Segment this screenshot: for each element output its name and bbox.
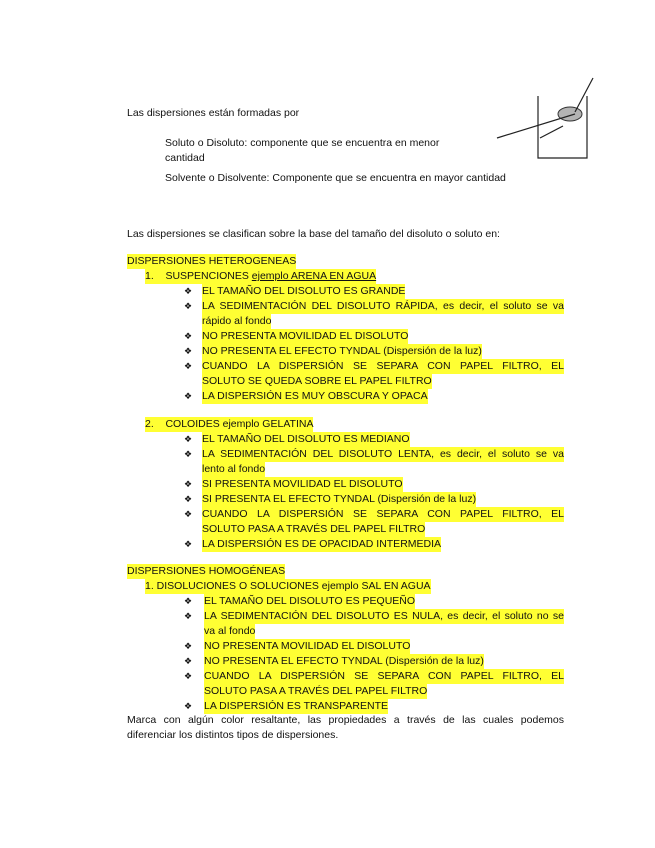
- bullet-icon: ❖: [184, 701, 193, 711]
- suspenciones-label: SUSPENCIONES: [165, 270, 252, 282]
- bullet-icon: ❖: [184, 391, 193, 401]
- bullet-icon: ❖: [184, 509, 193, 519]
- list-item-cont: SOLUTO PASA A TRAVÉS DEL PAPEL FILTRO: [204, 685, 428, 697]
- list-item: LA DISPERSIÓN ES TRANSPARENTE: [204, 700, 388, 712]
- bullet-icon: ❖: [184, 479, 193, 489]
- list-item-cont: SOLUTO PASA A TRAVÉS DEL PAPEL FILTRO: [202, 523, 426, 535]
- list-item: NO PRESENTA MOVILIDAD EL DISOLUTO: [204, 640, 411, 652]
- bullet-icon: ❖: [184, 346, 193, 356]
- bullet-icon: ❖: [184, 671, 193, 681]
- bullet-icon: ❖: [184, 286, 193, 296]
- bullet-icon: ❖: [184, 361, 193, 371]
- beaker-outline: [538, 96, 587, 158]
- list-item: EL TAMAÑO DEL DISOLUTO ES PEQUEÑO: [204, 595, 416, 607]
- solute-particle: [558, 107, 582, 121]
- classify-line: Las dispersiones se clasifican sobre la base del tamaño del disoluto o soluto en:: [127, 228, 500, 240]
- list-number: 1.: [145, 270, 154, 282]
- pointer-line-2: [540, 126, 563, 138]
- list-item: CUANDO LA DISPERSIÓN SE SEPARA CON PAPEL FILTRO, EL: [204, 670, 564, 682]
- bullet-icon: ❖: [184, 596, 193, 606]
- bullet-icon: ❖: [184, 494, 193, 504]
- list-item: LA DISPERSIÓN ES MUY OBSCURA Y OPACA: [202, 390, 428, 402]
- heading-homogeneas: DISPERSIONES HOMOGÉNEAS: [127, 565, 286, 577]
- bullet-icon: ❖: [184, 449, 193, 459]
- list-number: 2.: [145, 418, 154, 430]
- pointer-line-3: [575, 78, 593, 112]
- solvente-definition: Solvente o Disolvente: Componente que se encuentra en mayor cantidad: [165, 172, 506, 184]
- heading-heterogeneas: DISPERSIONES HETEROGENEAS: [127, 255, 297, 267]
- list-item: EL TAMAÑO DEL DISOLUTO ES GRANDE: [202, 285, 406, 297]
- bullet-icon: ❖: [184, 539, 193, 549]
- list-item: LA DISPERSIÓN ES DE OPACIDAD INTERMEDIA: [202, 538, 442, 550]
- list-item: SI PRESENTA EL EFECTO TYNDAL (Dispersión de la luz): [202, 493, 477, 505]
- closing-line-1: Marca con algún color resaltante, las propiedades a través de las cuales podemos: [127, 714, 564, 726]
- list-item: EL TAMAÑO DEL DISOLUTO ES MEDIANO: [202, 433, 410, 445]
- bullet-icon: ❖: [184, 656, 193, 666]
- bullet-icon: ❖: [184, 301, 193, 311]
- list-item-cont: va al fondo: [204, 625, 256, 637]
- bullet-icon: ❖: [184, 434, 193, 444]
- bullet-icon: ❖: [184, 641, 193, 651]
- suspenciones-title: [145, 269, 376, 284]
- list-item: LA SEDIMENTACIÓN DEL DISOLUTO LENTA, es decir, el soluto se va: [202, 448, 564, 460]
- list-item: LA SEDIMENTACIÓN DEL DISOLUTO RÁPIDA, es decir, el soluto se va: [202, 300, 564, 312]
- list-item: NO PRESENTA EL EFECTO TYNDAL (Dispersión de la luz): [202, 345, 482, 357]
- list-item: NO PRESENTA MOVILIDAD EL DISOLUTO: [202, 330, 409, 342]
- bullet-icon: ❖: [184, 611, 193, 621]
- pointer-line-1: [497, 114, 575, 138]
- list-item-cont: lento al fondo: [202, 463, 266, 475]
- soluto-definition-cont: cantidad: [165, 152, 205, 164]
- list-item: NO PRESENTA EL EFECTO TYNDAL (Dispersión de la luz): [204, 655, 484, 667]
- suspenciones-example: ejemplo ARENA EN AGUA: [251, 270, 377, 282]
- list-item-cont: SOLUTO SE QUEDA SOBRE EL PAPEL FILTRO: [202, 375, 432, 387]
- coloides-label: COLOIDES ejemplo GELATINA: [165, 418, 314, 430]
- list-item: CUANDO LA DISPERSIÓN SE SEPARA CON PAPEL FILTRO, EL: [202, 360, 564, 372]
- bullet-icon: ❖: [184, 331, 193, 341]
- list-item: CUANDO LA DISPERSIÓN SE SEPARA CON PAPEL FILTRO, EL: [202, 508, 564, 520]
- soluto-definition: Soluto o Disoluto: componente que se encuentra en menor: [165, 137, 440, 149]
- disoluciones-title: 1. DISOLUCIONES O SOLUCIONES ejemplo SAL EN AGUA: [145, 580, 431, 592]
- coloides-title: [145, 417, 313, 432]
- closing-line-2: diferenciar los distintos tipos de dispersiones.: [127, 729, 339, 741]
- intro-line: Las dispersiones están formadas por: [127, 107, 300, 119]
- list-item-cont: rápido al fondo: [202, 315, 272, 327]
- list-item: LA SEDIMENTACIÓN DEL DISOLUTO ES NULA, es decir, el soluto no se: [204, 610, 564, 622]
- list-item: SI PRESENTA MOVILIDAD EL DISOLUTO: [202, 478, 403, 490]
- beaker-figure: [495, 76, 605, 166]
